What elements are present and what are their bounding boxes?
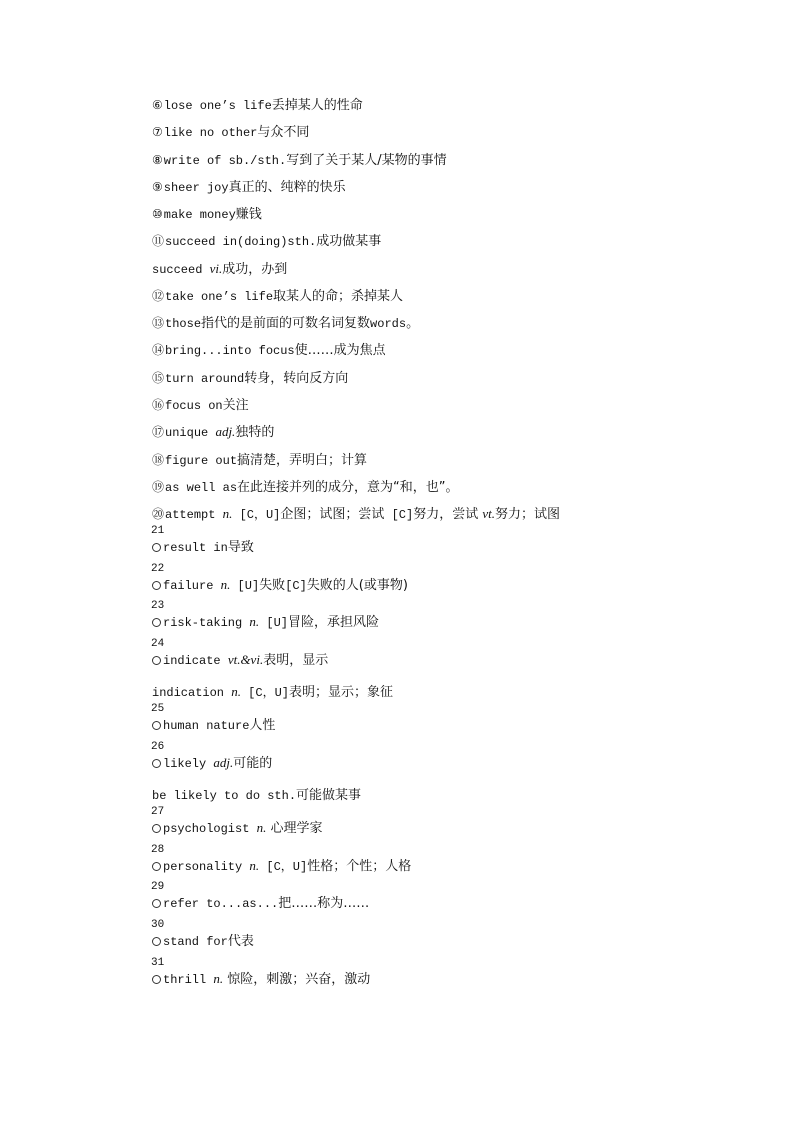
part-of-speech: n. xyxy=(222,506,233,521)
number-circle xyxy=(152,759,161,768)
english-phrase: lose one’s life xyxy=(163,99,272,113)
vocab-entry-8 xyxy=(152,151,447,170)
vocab-entry-24-sub xyxy=(152,683,393,702)
vocab-entry-31 xyxy=(151,957,371,989)
part-of-speech: n. xyxy=(220,577,231,592)
vocab-entry-23 xyxy=(151,600,379,632)
english-phrase: likely xyxy=(163,757,214,771)
vocab-entry-15 xyxy=(152,369,348,388)
entry-number: 28 xyxy=(151,844,165,856)
chinese-meaning: 冒险，承担风险 xyxy=(287,615,379,630)
entry-number: 30 xyxy=(151,919,165,931)
vocab-entry-18 xyxy=(152,451,367,470)
circled-number: ⑱ xyxy=(152,453,165,467)
english-phrase: write of sb./sth. xyxy=(163,154,287,168)
entry-number: 27 xyxy=(151,806,165,818)
entry-number: 29 xyxy=(151,881,165,893)
chinese-meaning: 丢掉某人的性命 xyxy=(271,98,363,113)
vocab-entry-6 xyxy=(152,96,363,115)
english-phrase: succeed xyxy=(152,263,210,277)
english-phrase: sheer joy xyxy=(163,181,229,195)
entry-number: 31 xyxy=(151,957,165,969)
chinese-meaning: 关注 xyxy=(222,398,249,413)
circled-number: ⑰ xyxy=(152,425,165,439)
vocab-entry-24 xyxy=(151,638,329,670)
chinese-meaning: 导致 xyxy=(227,540,254,555)
vocab-entry-26-sub xyxy=(152,786,361,805)
chinese-meaning: 人性 xyxy=(249,718,276,733)
number-circle xyxy=(152,862,161,871)
chinese-meaning: 性格；个性；人格 xyxy=(307,859,412,874)
circled-number: ⑫ xyxy=(152,289,165,303)
part-of-speech: n. xyxy=(249,858,260,873)
chinese-meaning: 企图；试图；尝试 xyxy=(280,507,385,522)
vocab-entry-16 xyxy=(152,396,249,415)
chinese-meaning: 代表 xyxy=(227,934,254,949)
circled-number: ⑨ xyxy=(152,180,163,194)
vocab-entry-26 xyxy=(151,741,273,773)
vocab-entry-11-sub xyxy=(152,260,287,279)
chinese-meaning: 表明；显示；象征 xyxy=(288,685,393,700)
vocab-entry-29 xyxy=(151,881,370,913)
circled-number: ⑪ xyxy=(152,234,165,248)
chinese-meaning: 独特的 xyxy=(235,425,275,440)
part-of-speech: adj. xyxy=(215,424,236,439)
english-phrase: indication xyxy=(152,686,232,700)
english-phrase: like no other xyxy=(163,126,258,140)
chinese-meaning: 失败的人(或事物) xyxy=(306,578,408,593)
part-of-speech: n. xyxy=(256,820,267,835)
english-phrase: figure out xyxy=(165,454,238,468)
vocab-entry-28 xyxy=(151,844,412,876)
countability: [U] xyxy=(230,579,260,593)
vocab-entry-9 xyxy=(152,178,346,197)
english-phrase: be likely to do sth. xyxy=(152,789,297,803)
circled-number: ⑭ xyxy=(152,343,165,357)
chinese-meaning: 失败 xyxy=(259,578,286,593)
english-phrase: stand for xyxy=(163,935,228,949)
countability: [C] xyxy=(384,508,414,522)
number-circle xyxy=(152,618,161,627)
chinese-meaning: 搞清楚，弄明白；计算 xyxy=(237,453,368,468)
english-phrase: psychologist xyxy=(163,822,257,836)
english-phrase: refer to...as... xyxy=(163,897,279,911)
chinese-meaning: 可能的 xyxy=(233,756,273,771)
english-word: words xyxy=(370,317,407,331)
english-phrase: unique xyxy=(165,426,216,440)
number-circle xyxy=(152,975,161,984)
vocab-entry-30 xyxy=(151,919,254,951)
english-phrase: those xyxy=(165,317,202,331)
circled-number: ⑩ xyxy=(152,207,163,221)
chinese-meaning: 与众不同 xyxy=(257,125,310,140)
entry-number: 25 xyxy=(151,703,165,715)
number-circle xyxy=(152,721,161,730)
entry-number: 26 xyxy=(151,741,165,753)
countability: [C，U] xyxy=(240,686,289,700)
english-phrase: result in xyxy=(163,541,228,555)
entry-number: 24 xyxy=(151,638,165,650)
english-phrase: turn around xyxy=(165,372,245,386)
number-circle xyxy=(152,543,161,552)
chinese-meaning: 使……成为焦点 xyxy=(294,343,386,358)
chinese-meaning: 表明，显示 xyxy=(263,653,329,668)
entry-number: 23 xyxy=(151,600,165,612)
chinese-meaning: 取某人的命；杀掉某人 xyxy=(273,289,404,304)
chinese-meaning: 成功做某事 xyxy=(316,234,382,249)
vocab-entry-12 xyxy=(152,287,403,306)
circled-number: ⑧ xyxy=(152,153,163,167)
english-phrase: personality xyxy=(163,860,250,874)
english-phrase: human nature xyxy=(163,719,250,733)
circled-number: ⑮ xyxy=(152,371,165,385)
chinese-meaning: 写到了关于某人/某物的事情 xyxy=(286,153,447,168)
vocab-entry-22 xyxy=(151,563,408,595)
countability: [C] xyxy=(285,579,307,593)
chinese-meaning: 努力，尝试 xyxy=(413,507,483,522)
vocab-entry-25 xyxy=(151,703,276,735)
english-phrase: take one’s life xyxy=(165,290,274,304)
entry-number: 22 xyxy=(151,563,165,575)
number-circle xyxy=(152,899,161,908)
chinese-meaning: 转身，转向反方向 xyxy=(244,371,349,386)
vocab-entry-11 xyxy=(152,232,381,251)
english-phrase: attempt xyxy=(165,508,223,522)
vocab-entry-14 xyxy=(152,341,386,360)
english-phrase: make money xyxy=(163,208,236,222)
english-phrase: thrill xyxy=(163,973,214,987)
chinese-meaning: 指代的是前面的可数名词复数 xyxy=(201,316,371,331)
vocab-entry-13 xyxy=(152,314,419,333)
chinese-meaning: 努力；试图 xyxy=(495,507,561,522)
vocab-entry-20 xyxy=(152,505,560,524)
vocab-entry-19 xyxy=(152,478,459,497)
part-of-speech: vt. xyxy=(482,506,495,521)
number-circle xyxy=(152,937,161,946)
chinese-meaning: 心理学家 xyxy=(266,821,323,836)
part-of-speech: n. xyxy=(231,684,241,699)
vocab-entry-17 xyxy=(152,423,274,442)
circled-number: ⑲ xyxy=(152,480,165,494)
part-of-speech: vt.&vi. xyxy=(227,652,264,667)
english-phrase: indicate xyxy=(163,654,228,668)
vocab-entry-10 xyxy=(152,205,262,224)
english-phrase: succeed in(doing)sth. xyxy=(165,235,317,249)
chinese-meaning: 可能做某事 xyxy=(296,788,362,803)
english-phrase: bring...into focus xyxy=(165,344,295,358)
english-phrase: focus on xyxy=(165,399,223,413)
chinese-meaning: 在此连接并列的成分，意为“和，也”。 xyxy=(237,480,459,495)
part-of-speech: n. xyxy=(249,614,260,629)
circled-number: ⑯ xyxy=(152,398,165,412)
part-of-speech: adj. xyxy=(213,755,234,770)
vocab-entry-7 xyxy=(152,123,309,142)
vocab-entry-27 xyxy=(151,806,323,838)
chinese-meaning: 把……称为…… xyxy=(278,896,370,911)
chinese-meaning: 惊险，刺激；兴奋，激动 xyxy=(223,972,371,987)
countability: [U] xyxy=(259,616,288,630)
chinese-meaning: 成功，办到 xyxy=(222,262,288,277)
part-of-speech: vi. xyxy=(209,261,223,276)
english-phrase: risk-taking xyxy=(163,616,250,630)
english-phrase: failure xyxy=(163,579,221,593)
circled-number: ⑥ xyxy=(152,98,163,112)
countability: [C，U] xyxy=(232,508,281,522)
number-circle xyxy=(152,581,161,590)
vocab-entry-21 xyxy=(151,525,254,557)
punctuation: 。 xyxy=(406,316,420,331)
countability: [C，U] xyxy=(259,860,308,874)
chinese-meaning: 真正的、纯粹的快乐 xyxy=(228,180,346,195)
english-phrase: as well as xyxy=(165,481,238,495)
number-circle xyxy=(152,656,161,665)
part-of-speech: n. xyxy=(213,971,224,986)
number-circle xyxy=(152,824,161,833)
circled-number: ⑦ xyxy=(152,125,163,139)
circled-number: ⑳ xyxy=(152,507,165,521)
chinese-meaning: 赚钱 xyxy=(235,207,262,222)
entry-number: 21 xyxy=(151,525,165,537)
circled-number: ⑬ xyxy=(152,316,165,330)
